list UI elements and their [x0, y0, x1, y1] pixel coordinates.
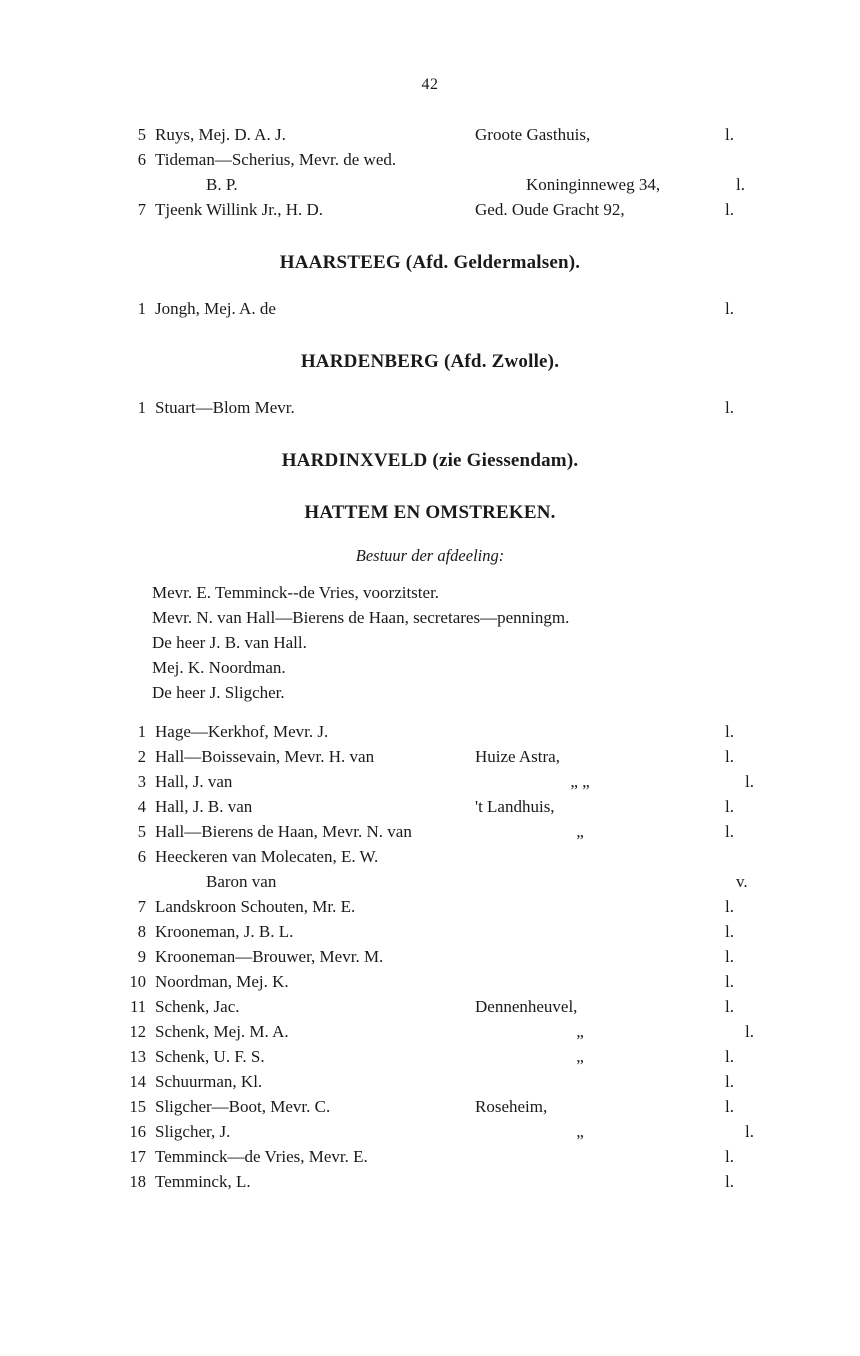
member-entry	[120, 919, 740, 944]
member-entry	[120, 1144, 740, 1169]
entry-name: Sligcher, J.	[155, 1122, 231, 1141]
entry-name: Hall, J. van	[155, 772, 233, 791]
entry-name: Krooneman—Brouwer, Mevr. M.	[155, 947, 384, 966]
top-entry-list	[120, 122, 745, 222]
entry-suffix: l.	[725, 722, 734, 741]
entry-place: Koninginneweg 34,	[526, 175, 661, 194]
entry-name: Jongh, Mej. A. de	[155, 299, 276, 318]
entry-name: Baron van	[206, 872, 277, 891]
entry-suffix: l.	[725, 972, 734, 991]
entry-number: 6	[137, 150, 146, 169]
entry-number: 7	[137, 200, 146, 219]
entry-suffix: l.	[725, 947, 734, 966]
entry-suffix: l.	[725, 897, 734, 916]
entry-suffix: l.	[725, 200, 734, 219]
entry-name: Hage—Kerkhof, Mevr. J.	[155, 722, 329, 741]
board-member: Mej. K. Noordman.	[152, 658, 286, 677]
entry-place: „	[576, 1047, 584, 1066]
member-entry	[120, 395, 740, 420]
entry-name: Hall—Boissevain, Mevr. H. van	[155, 747, 375, 766]
entry-suffix: l.	[725, 922, 734, 941]
entry-name: Noordman, Mej. K.	[155, 972, 289, 991]
entry-suffix: l.	[725, 398, 734, 417]
entry-name: Stuart—Blom Mevr.	[155, 398, 295, 417]
entry-name: Landskroon Schouten, Mr. E.	[155, 897, 356, 916]
entry-place: Groote Gasthuis,	[475, 125, 591, 144]
member-entry	[120, 794, 740, 819]
entry-suffix: l.	[736, 175, 745, 194]
entry-suffix: l.	[725, 125, 734, 144]
member-entry	[120, 944, 740, 969]
entry-name: Temminck, L.	[155, 1172, 251, 1191]
member-entry	[120, 769, 754, 794]
member-entry	[120, 894, 740, 919]
board-member: De heer J. Sligcher.	[152, 683, 285, 702]
entry-number: 14	[129, 1072, 146, 1091]
section-list	[120, 252, 740, 472]
member-entry	[120, 994, 740, 1019]
entry-place: Ged. Oude Gracht 92,	[475, 200, 625, 219]
page-number: 42	[421, 76, 439, 93]
entry-name: Hall—Bierens de Haan, Mevr. N. van	[155, 822, 412, 841]
board-members	[152, 580, 740, 705]
entry-number: 1	[137, 722, 146, 741]
entry-number: 12	[129, 1022, 146, 1041]
member-entry	[120, 744, 740, 769]
entry-place: 't Landhuis,	[475, 797, 555, 816]
entry-name: Schenk, Jac.	[155, 997, 240, 1016]
entry-suffix: l.	[725, 997, 734, 1016]
member-entry	[120, 1094, 740, 1119]
entry-number: 13	[129, 1047, 146, 1066]
entry-place: Dennenheuvel,	[475, 997, 578, 1016]
entry-name: Schuurman, Kl.	[155, 1072, 263, 1091]
entry-name: Ruys, Mej. D. A. J.	[155, 125, 286, 144]
entry-suffix: l.	[725, 1172, 734, 1191]
entry-number: 5	[137, 125, 146, 144]
entry-name: Heeckeren van Molecaten, E. W.	[155, 847, 379, 866]
entry-place: Huize Astra,	[475, 747, 560, 766]
entry-name: Sligcher—Boot, Mevr. C.	[155, 1097, 331, 1116]
member-entry	[120, 819, 740, 844]
page-content	[120, 122, 754, 1194]
entry-number: 11	[130, 997, 146, 1016]
entry-number: 6	[137, 847, 146, 866]
board-member: Mevr. E. Temminck--de Vries, voorzitster.	[152, 583, 440, 602]
entry-number: 1	[137, 398, 146, 417]
entry-number: 5	[137, 822, 146, 841]
entry-suffix: l.	[725, 1147, 734, 1166]
entry-number: 15	[129, 1097, 146, 1116]
entry-place: „	[576, 1022, 584, 1041]
member-entry	[120, 1119, 754, 1144]
entry-number: 3	[137, 772, 146, 791]
entry-number: 9	[137, 947, 146, 966]
entry-suffix: l.	[725, 299, 734, 318]
entry-name: Schenk, Mej. M. A.	[155, 1022, 289, 1041]
member-entry	[120, 844, 740, 869]
member-entry	[120, 869, 748, 894]
entry-number: 8	[137, 922, 146, 941]
entry-number: 17	[129, 1147, 146, 1166]
member-entry	[120, 1019, 754, 1044]
entry-suffix: l.	[725, 1097, 734, 1116]
entry-suffix: v.	[736, 872, 748, 891]
entry-number: 2	[137, 747, 146, 766]
document-page	[0, 76, 860, 1356]
section-heading: HARDENBERG (Afd. Zwolle).	[300, 351, 560, 372]
entry-suffix: l.	[725, 797, 734, 816]
member-entry	[120, 1069, 740, 1094]
entry-suffix: l.	[725, 1072, 734, 1091]
section-heading: HATTEM EN OMSTREKEN.	[304, 502, 556, 523]
board-member: De heer J. B. van Hall.	[152, 633, 307, 652]
member-entry	[120, 1044, 740, 1069]
entry-suffix: l.	[725, 1047, 734, 1066]
member-entry	[120, 147, 740, 172]
entry-suffix: l.	[745, 1122, 754, 1141]
entry-name: B. P.	[206, 175, 238, 194]
member-entry	[120, 969, 740, 994]
member-entry	[120, 197, 740, 222]
entry-number: 7	[137, 897, 146, 916]
hattem-entry-list	[120, 719, 754, 1194]
entry-suffix: l.	[745, 772, 754, 791]
section-heading: HAARSTEEG (Afd. Geldermalsen).	[279, 252, 581, 273]
entry-name: Krooneman, J. B. L.	[155, 922, 294, 941]
entry-name: Temminck—de Vries, Mevr. E.	[155, 1147, 368, 1166]
board-subheading: Bestuur der afdeeling:	[355, 546, 505, 565]
entry-number: 1	[137, 299, 146, 318]
entry-place: Roseheim,	[475, 1097, 548, 1116]
entry-place: „	[576, 1122, 584, 1141]
member-entry	[120, 172, 745, 197]
entry-number: 16	[129, 1122, 146, 1141]
entry-name: Tjeenk Willink Jr., H. D.	[155, 200, 324, 219]
entry-name: Schenk, U. F. S.	[155, 1047, 265, 1066]
entry-number: 10	[129, 972, 146, 991]
entry-number: 18	[129, 1172, 146, 1191]
entry-suffix: l.	[725, 747, 734, 766]
entry-suffix: l.	[745, 1022, 754, 1041]
entry-place: „ „	[570, 772, 590, 791]
board-member: Mevr. N. van Hall—Bierens de Haan, secretares—penningm.	[152, 608, 570, 627]
entry-suffix: l.	[725, 822, 734, 841]
member-entry	[120, 719, 740, 744]
entry-name: Tideman—Scherius, Mevr. de wed.	[155, 150, 397, 169]
member-entry	[120, 122, 740, 147]
entry-number: 4	[137, 797, 146, 816]
section-hattem	[120, 502, 754, 1194]
section-heading: HARDINXVELD (zie Giessendam).	[281, 450, 579, 471]
entry-place: „	[576, 822, 584, 841]
member-entry	[120, 1169, 740, 1194]
entry-name: Hall, J. B. van	[155, 797, 253, 816]
member-entry	[120, 296, 740, 321]
